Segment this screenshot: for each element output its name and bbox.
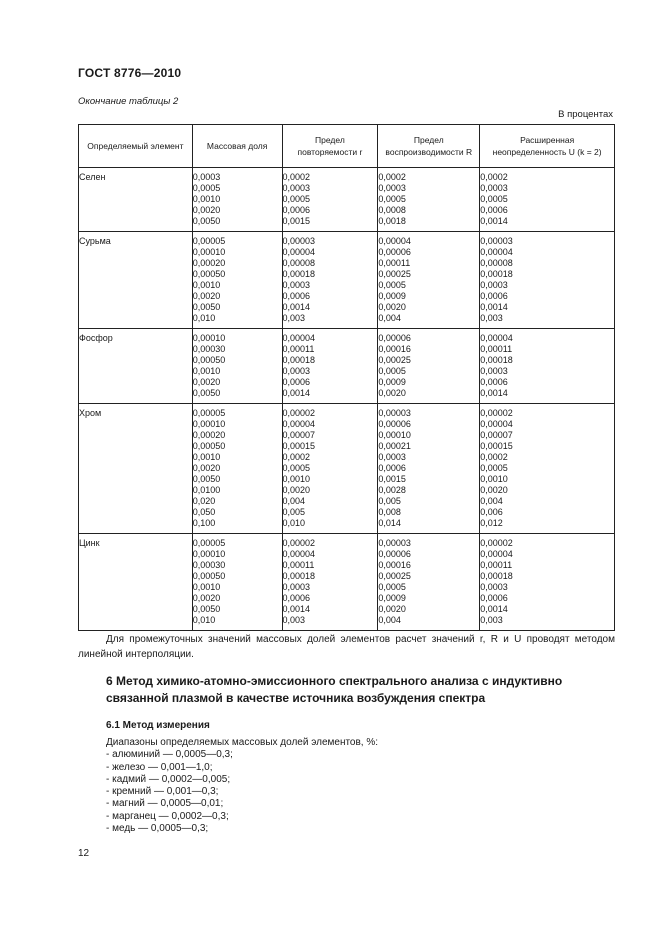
value: 0,0014	[282, 388, 311, 398]
value: 0,0006	[480, 205, 508, 215]
value: 0,00050	[192, 355, 226, 365]
value: 0,0014	[480, 216, 508, 226]
value: 0,0005	[282, 463, 311, 473]
value: 0,00018	[480, 571, 513, 581]
value: 0,004	[480, 496, 503, 506]
interpolation-note: Для промежуточных значений массовых долей элементов расчет значений r, R и U проводят методом линейной интерполяции.	[78, 634, 615, 660]
value: 0,0015	[378, 474, 406, 484]
value: 0,0003	[282, 183, 311, 193]
value: 0,00006	[378, 247, 411, 257]
value: 0,005	[282, 507, 306, 517]
value: 0,00010	[192, 333, 226, 343]
value: 0,008	[378, 507, 401, 517]
value: 0,0003	[480, 582, 508, 592]
value: 0,0009	[378, 593, 406, 603]
value: 0,00015	[480, 441, 513, 451]
page-number: 12	[78, 848, 90, 859]
value: 0,00004	[282, 549, 316, 559]
value: 0,00004	[480, 549, 513, 559]
table-row	[79, 168, 615, 232]
value: 0,004	[378, 615, 401, 625]
value: 0,00004	[282, 333, 316, 343]
value: 0,00018	[282, 355, 316, 365]
value: 0,0010	[192, 280, 221, 290]
value: 0,00020	[192, 258, 226, 268]
value: 0,0020	[480, 485, 508, 495]
value: 0,0010	[192, 194, 221, 204]
value: 0,0050	[192, 388, 221, 398]
value: 0,0005	[378, 582, 406, 592]
value: 0,00003	[282, 236, 316, 246]
value: 0,0006	[282, 291, 311, 301]
value: 0,020	[192, 496, 216, 506]
value: 0,00005	[192, 408, 226, 418]
value: 0,0028	[378, 485, 406, 495]
value: 0,00007	[480, 430, 513, 440]
range-item: - железо — 0,001—1,0;	[106, 761, 213, 773]
value: 0,0018	[378, 216, 406, 226]
value: 0,0008	[378, 205, 406, 215]
value: 0,0002	[480, 172, 508, 182]
value: 0,0002	[378, 172, 406, 182]
value: 0,00008	[282, 258, 316, 268]
value: 0,00003	[480, 236, 513, 246]
value: 0,0003	[282, 280, 311, 290]
value: 0,00003	[378, 538, 411, 548]
value: 0,00011	[378, 258, 411, 268]
value: 0,010	[192, 313, 216, 323]
values-cell-mass	[192, 329, 282, 404]
table-row	[79, 534, 615, 631]
value: 0,00050	[192, 269, 226, 279]
value: 0,0014	[480, 388, 508, 398]
value: 0,0006	[378, 463, 406, 473]
value: 0,00004	[282, 419, 316, 429]
values-cell-mass	[192, 168, 282, 232]
range-item: - магний — 0,0005—0,01;	[106, 798, 224, 810]
table-row	[79, 404, 615, 534]
element-name-cell: Фосфор	[79, 329, 193, 404]
value: 0,0050	[192, 216, 221, 226]
values-cell-u	[480, 232, 615, 329]
value: 0,00003	[378, 408, 411, 418]
value: 0,0002	[282, 452, 311, 462]
values-cell-r	[378, 232, 480, 329]
values-cell-u	[480, 329, 615, 404]
value: 0,0003	[480, 183, 508, 193]
value: 0,00010	[192, 247, 226, 257]
column-header-reproducibility: Предел воспроизводимости R	[378, 125, 480, 168]
element-name-cell: Сурьма	[79, 232, 193, 329]
value: 0,0003	[378, 452, 406, 462]
values-cell-r	[378, 534, 480, 631]
value: 0,00005	[192, 538, 226, 548]
value: 0,012	[480, 518, 503, 528]
column-header-repeatability: Предел повторяемости r	[282, 125, 378, 168]
value: 0,006	[480, 507, 503, 517]
value: 0,003	[480, 313, 503, 323]
values-cell-mass	[192, 404, 282, 534]
value: 0,00050	[192, 571, 226, 581]
value: 0,014	[378, 518, 401, 528]
precision-table	[78, 124, 615, 631]
value: 0,0014	[282, 604, 311, 614]
value: 0,0005	[192, 183, 221, 193]
value: 0,0006	[282, 593, 311, 603]
value: 0,00030	[192, 560, 226, 570]
value: 0,004	[378, 313, 401, 323]
value: 0,00002	[282, 408, 316, 418]
value: 0,00015	[282, 441, 316, 451]
column-header-uncertainty: Расширенная неопределенность U (k = 2)	[480, 125, 615, 168]
value: 0,0003	[282, 366, 311, 376]
value: 0,0003	[192, 172, 221, 182]
table-row	[79, 232, 615, 329]
value: 0,0003	[480, 280, 508, 290]
value: 0,0020	[282, 485, 311, 495]
value: 0,003	[282, 615, 306, 625]
values-cell-mass	[192, 534, 282, 631]
value: 0,003	[282, 313, 306, 323]
value: 0,0005	[378, 366, 406, 376]
value: 0,00006	[378, 419, 411, 429]
table-header-row	[79, 125, 615, 168]
value: 0,00011	[282, 344, 315, 354]
value: 0,00002	[480, 538, 513, 548]
value: 0,0006	[282, 205, 311, 215]
value: 0,0050	[192, 474, 221, 484]
values-cell-u	[480, 404, 615, 534]
value: 0,00011	[282, 560, 315, 570]
value: 0,0010	[192, 452, 221, 462]
value: 0,004	[282, 496, 306, 506]
value: 0,00005	[192, 236, 226, 246]
value: 0,0015	[282, 216, 311, 226]
column-header-mass-fraction: Массовая доля	[192, 125, 282, 168]
value: 0,00050	[192, 441, 226, 451]
value: 0,100	[192, 518, 216, 528]
value: 0,0010	[192, 366, 221, 376]
value: 0,0005	[480, 194, 508, 204]
value: 0,010	[282, 518, 306, 528]
value: 0,00030	[192, 344, 226, 354]
value: 0,00004	[480, 333, 513, 343]
value: 0,010	[192, 615, 216, 625]
value: 0,00006	[378, 333, 411, 343]
element-name-cell: Хром	[79, 404, 193, 534]
value: 0,0050	[192, 604, 221, 614]
value: 0,00016	[378, 344, 411, 354]
element-name-cell: Цинк	[79, 534, 193, 631]
value: 0,00008	[480, 258, 513, 268]
values-cell-r	[282, 534, 378, 631]
range-item: - кадмий — 0,0002—0,005;	[106, 773, 231, 785]
values-cell-r	[282, 168, 378, 232]
value: 0,0006	[282, 377, 311, 387]
range-item: - марганец — 0,0002—0,3;	[106, 810, 229, 822]
value: 0,0020	[192, 463, 221, 473]
values-cell-u	[480, 534, 615, 631]
value: 0,0009	[378, 291, 406, 301]
value: 0,0005	[282, 194, 311, 204]
table-unit-label: В процентах	[558, 109, 613, 120]
value: 0,0100	[192, 485, 221, 495]
values-cell-u	[480, 168, 615, 232]
value: 0,00016	[378, 560, 411, 570]
value: 0,00002	[480, 408, 513, 418]
range-item: - медь — 0,0005—0,3;	[106, 823, 209, 835]
values-cell-r	[378, 168, 480, 232]
value: 0,00025	[378, 269, 411, 279]
value: 0,0010	[192, 582, 221, 592]
value: 0,005	[378, 496, 401, 506]
value: 0,0020	[378, 302, 406, 312]
value: 0,00002	[282, 538, 316, 548]
value: 0,0005	[480, 463, 508, 473]
value: 0,0003	[282, 582, 311, 592]
table-row	[79, 329, 615, 404]
standard-header: ГОСТ 8776—2010	[78, 66, 182, 80]
value: 0,00018	[480, 269, 513, 279]
values-cell-r	[282, 329, 378, 404]
value: 0,0014	[282, 302, 311, 312]
value: 0,00018	[282, 269, 316, 279]
ranges-intro: Диапазоны определяемых массовых долей элементов, %:	[106, 737, 379, 748]
value: 0,00010	[378, 430, 411, 440]
value: 0,0020	[192, 291, 221, 301]
value: 0,00025	[378, 355, 411, 365]
value: 0,0006	[480, 377, 508, 387]
value: 0,0006	[480, 291, 508, 301]
value: 0,00025	[378, 571, 411, 581]
value: 0,0003	[480, 366, 508, 376]
value: 0,00004	[480, 247, 513, 257]
section-title: 6 Метод химико-атомно-эмиссионного спектрального анализа с индуктивно связанной плазмой в качестве источника возбуждения спектра	[106, 674, 563, 705]
value: 0,0020	[192, 205, 221, 215]
value: 0,00018	[480, 355, 513, 365]
value: 0,00004	[480, 419, 513, 429]
values-cell-mass	[192, 232, 282, 329]
table-continuation-caption: Окончание таблицы 2	[78, 96, 179, 107]
value: 0,00010	[192, 419, 226, 429]
value: 0,00011	[480, 344, 513, 354]
value: 0,0014	[480, 604, 508, 614]
value: 0,0002	[480, 452, 508, 462]
values-cell-r	[378, 404, 480, 534]
value: 0,0020	[192, 593, 221, 603]
value: 0,0020	[192, 377, 221, 387]
value: 0,00020	[192, 430, 226, 440]
value: 0,00004	[282, 247, 316, 257]
value: 0,0010	[480, 474, 508, 484]
values-cell-r	[378, 329, 480, 404]
value: 0,00004	[378, 236, 411, 246]
value: 0,0050	[192, 302, 221, 312]
value: 0,0010	[282, 474, 311, 484]
value: 0,0014	[480, 302, 508, 312]
value: 0,0009	[378, 377, 406, 387]
value: 0,00007	[282, 430, 316, 440]
values-cell-r	[282, 404, 378, 534]
range-item: - алюминий — 0,0005—0,3;	[106, 749, 233, 761]
subsection-title: 6.1 Метод измерения	[106, 720, 210, 731]
value: 0,00021	[378, 441, 411, 451]
values-cell-r	[282, 232, 378, 329]
range-item: - кремний — 0,001—0,3;	[106, 786, 219, 798]
value: 0,0003	[378, 183, 406, 193]
element-name-cell: Селен	[79, 168, 193, 232]
value: 0,050	[192, 507, 216, 517]
column-header-element: Определяемый элемент	[79, 125, 193, 168]
value: 0,00011	[480, 560, 513, 570]
value: 0,0005	[378, 194, 406, 204]
value: 0,0020	[378, 604, 406, 614]
value: 0,0002	[282, 172, 311, 182]
value: 0,0020	[378, 388, 406, 398]
value: 0,00018	[282, 571, 316, 581]
ranges-list	[106, 749, 378, 835]
value: 0,00010	[192, 549, 226, 559]
ranges-block	[106, 737, 378, 835]
value: 0,0005	[378, 280, 406, 290]
value: 0,003	[480, 615, 503, 625]
value: 0,00006	[378, 549, 411, 559]
value: 0,0006	[480, 593, 508, 603]
